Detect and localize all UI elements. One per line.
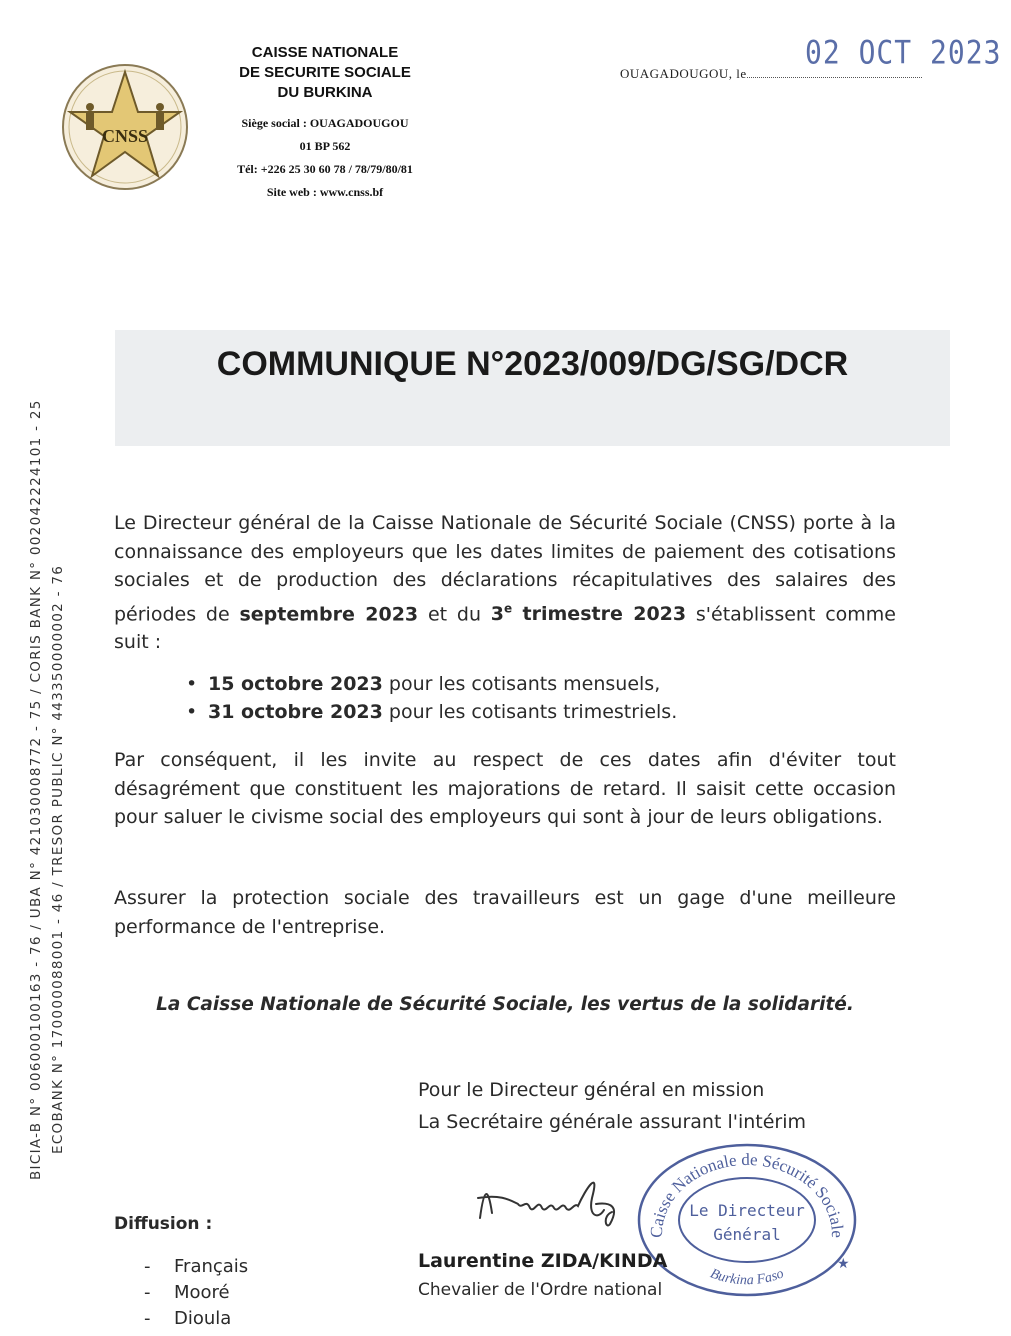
- date-stamp: 02 OCT 2023: [805, 33, 1002, 72]
- official-seal: [632, 1140, 862, 1300]
- diffusion-list: [144, 1254, 248, 1332]
- list-item: [144, 1280, 248, 1306]
- org-tel: Tél: +226 25 30 60 78 / 78/79/80/81: [237, 162, 413, 176]
- signer-title: Chevalier de l'Ordre national: [418, 1280, 663, 1300]
- deadline-date: 15 octobre 2023: [208, 673, 383, 695]
- deadline-text: pour les cotisants mensuels,: [382, 673, 661, 695]
- intro-text-a: Le Directeur général de la Caisse Nationale de Sécurité Sociale (CNSS) porte à la connaissance des employeurs que les dates limites de paiement des cotisations sociales et de production des déclarations récapitulatives des salaires des périodes de: [114, 512, 896, 625]
- intro-bold-month: septembre 2023: [239, 602, 419, 625]
- quarter-sup: e: [504, 601, 513, 616]
- bank-accounts-line-1: BICIA-B N° 0060001001​63 - 76 / UBA N° 4210300087​72 - 75 / CORIS BANK N° 002042224101 - 25: [28, 399, 44, 1180]
- bank-accounts-line-2: ECOBANK N° 170000088001 - 46 / TRESOR PUBLIC N° 443350000002 - 76: [50, 564, 66, 1154]
- org-contact: [205, 112, 445, 204]
- seal-bottom-text: Burkina Faso: [708, 1266, 786, 1289]
- org-line-2: DE SECURITE SOCIALE: [239, 64, 411, 81]
- seal-center-line-2: Général: [713, 1225, 781, 1244]
- signature-line-1: Pour le Directeur général en mission: [418, 1079, 765, 1101]
- handwritten-signature: [470, 1158, 640, 1238]
- document-title: COMMUNIQUE N°2023/009/DG/SG/DCR: [216, 345, 849, 383]
- dash-icon: -: [144, 1256, 151, 1277]
- place-label: OUAGADOUGOU, le: [620, 66, 747, 81]
- dash-icon: -: [144, 1282, 151, 1303]
- paragraph-protection: Assurer la protection sociale des travailleurs est un gage d'une meilleure performance de l'entreprise.: [114, 887, 896, 938]
- cnss-logo: [60, 62, 190, 192]
- intro-text-b: et du: [418, 602, 491, 625]
- bullet-icon: •: [186, 701, 198, 723]
- list-item: [186, 670, 677, 698]
- seal-center-line-1: Le Directeur: [689, 1201, 805, 1220]
- intro-text-c: s'établissent comme suit :: [114, 602, 896, 654]
- quarter-number: 3: [490, 602, 505, 625]
- dash-icon: -: [144, 1308, 151, 1329]
- list-item: [144, 1306, 248, 1332]
- deadline-text: pour les cotisants trimestriels.: [382, 701, 678, 723]
- seal-ring-text: Caisse Nationale de Sécurité Sociale: [646, 1149, 848, 1239]
- diffusion-item: Dioula: [174, 1308, 232, 1329]
- org-line-3: DU BURKINA: [277, 84, 373, 101]
- org-line-1: CAISSE NATIONALE: [251, 44, 399, 61]
- org-name: [205, 43, 445, 103]
- list-item: [144, 1254, 248, 1280]
- diffusion-item: Français: [174, 1256, 249, 1277]
- org-site: Site web : www.cnss.bf: [266, 185, 384, 199]
- org-siege: Siège social : OUAGADOUGOU: [241, 116, 409, 130]
- paragraph-intro: [114, 509, 896, 657]
- list-item: [186, 698, 677, 726]
- paragraph-invitation: Par conséquent, il les invite au respect de ces dates afin d'éviter tout désagrément que constituent les majorations de retard. Il saisit cette occasion pour saluer le civisme social des employeurs qui sont à jour de leurs obligations.: [114, 749, 896, 828]
- diffusion-item: Mooré: [174, 1282, 230, 1303]
- signer-name: Laurentine ZIDA/KINDA: [418, 1250, 668, 1272]
- signature-line-2: La Secrétaire générale assurant l'intérim: [418, 1111, 807, 1133]
- diffusion-label: Diffusion :: [114, 1214, 213, 1234]
- quarter-rest: trimestre 2023: [512, 602, 687, 625]
- org-bp: 01 BP 562: [299, 139, 351, 153]
- svg-text:Burkina Faso: [708, 1266, 786, 1288]
- slogan: La Caisse Nationale de Sécurité Sociale, les vertus de la solidarité.: [156, 994, 854, 1015]
- seal-star-icon: ★: [837, 1256, 850, 1272]
- deadline-list: [186, 670, 677, 726]
- signature-header: [418, 1074, 806, 1138]
- bank-accounts-vertical: [25, 380, 69, 1180]
- bullet-icon: •: [186, 673, 198, 695]
- logo-text: CNSS: [101, 126, 149, 146]
- intro-bold-quarter: [491, 603, 686, 625]
- deadline-date: 31 octobre 2023: [208, 701, 383, 723]
